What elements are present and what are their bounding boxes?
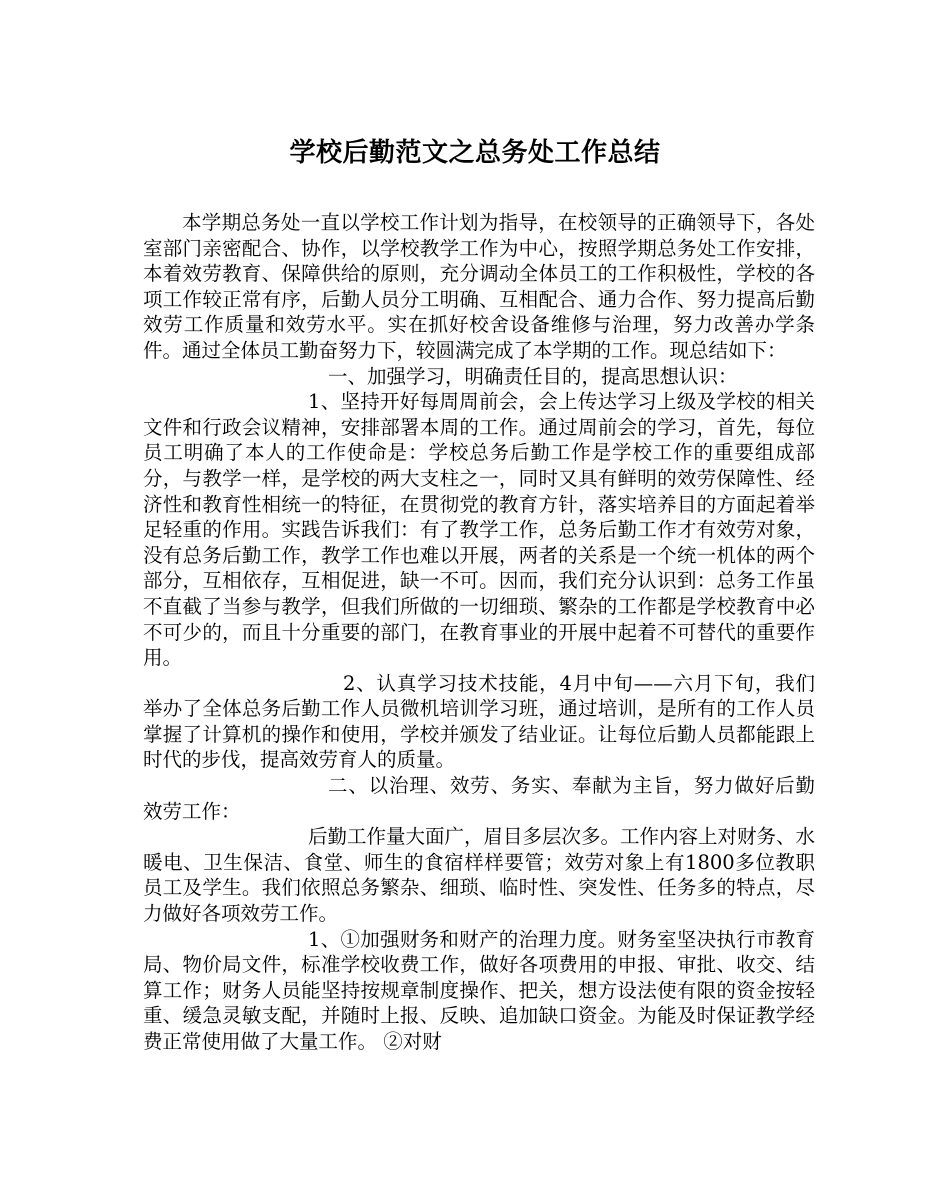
- section-heading-2: 二、以治理、效劳、务实、奉献为主旨，努力做好后勤效劳工作：: [143, 774, 815, 823]
- paragraph-1-1: 1、坚持开好每周周前会，会上传达学习上级及学校的相关文件和行政会议精神，安排部署本周的工作。通过周前会的学习，首先，每位员工明确了本人的工作使命是：学校总务后勤工作是学校工作的重要组成部分，与教学一样，是学校的两大支柱之一，同时又具有鲜明的效劳保障性、经济性和教育性相统一的特征，在贯彻党的教育方针，落实培养目的方面起着举足轻重的作用。实践告诉我们：有了教学工作，总务后勤工作才有效劳对象，没有总务后勤工作，教学工作也难以开展，两者的关系是一个统一机体的两个部分，互相依存，互相促进，缺一不可。因而，我们充分认识到：总务工作虽不直截了当参与教学，但我们所做的一切细琐、繁杂的工作都是学校教育中必不可少的，而且十分重要的部门，在教育事业的开展中起着不可替代的重要作用。: [143, 390, 815, 670]
- document-title: 学校后勤范文之总务处工作总结: [289, 138, 661, 168]
- document-body: [143, 210, 815, 1055]
- paragraph-intro: 本学期总务处一直以学校工作计划为指导，在校领导的正确领导下，各处室部门亲密配合、协作，以学校教学工作为中心，按照学期总务处工作安排，本着效劳教育、保障供给的原则，充分调动全体员工的工作积极性，学校的各项工作较正常有序，后勤人员分工明确、互相配合、通力合作、努力提高后勤效劳工作质量和效劳水平。实在抓好校舍设备维修与治理，努力改善办学条件。通过全体员工勤奋努力下，较圆满完成了本学期的工作。现总结如下：: [143, 211, 815, 362]
- paragraph-1-2: 2、认真学习技术技能，4月中旬——六月下旬，我们举办了全体总务后勤工作人员微机培训学习班，通过培训，是所有的工作人员掌握了计算机的操作和使用，学校并颁发了结业证。让每位后勤人员都能跟上时代的步伐，提高效劳育人的质量。: [143, 671, 815, 772]
- paragraph-2-intro: 后勤工作量大面广，眉目多层次多。工作内容上对财务、水暖电、卫生保洁、食堂、师生的食宿样样要管；效劳对象上有1800多位教职员工及学生。我们依照总务繁杂、细琐、临时性、突发性、任务多的特点，尽力做好各项效劳工作。: [143, 825, 816, 926]
- paragraph-2-1: 1、①加强财务和财产的治理力度。财务室坚决执行市教育局、物价局文件，标准学校收费工作，做好各项费用的申报、审批、收交、结算工作；财务人员能坚持按规章制度操作、把关，想方设法使有限的资金按轻重、缓急灵敏支配，并随时上报、反映、追加缺口资金。为能及时保证教学经费正常使用做了大量工作。 ②对财: [143, 927, 815, 1053]
- section-heading-1: 一、加强学习，明确责任目的，提高思想认识：: [328, 364, 738, 388]
